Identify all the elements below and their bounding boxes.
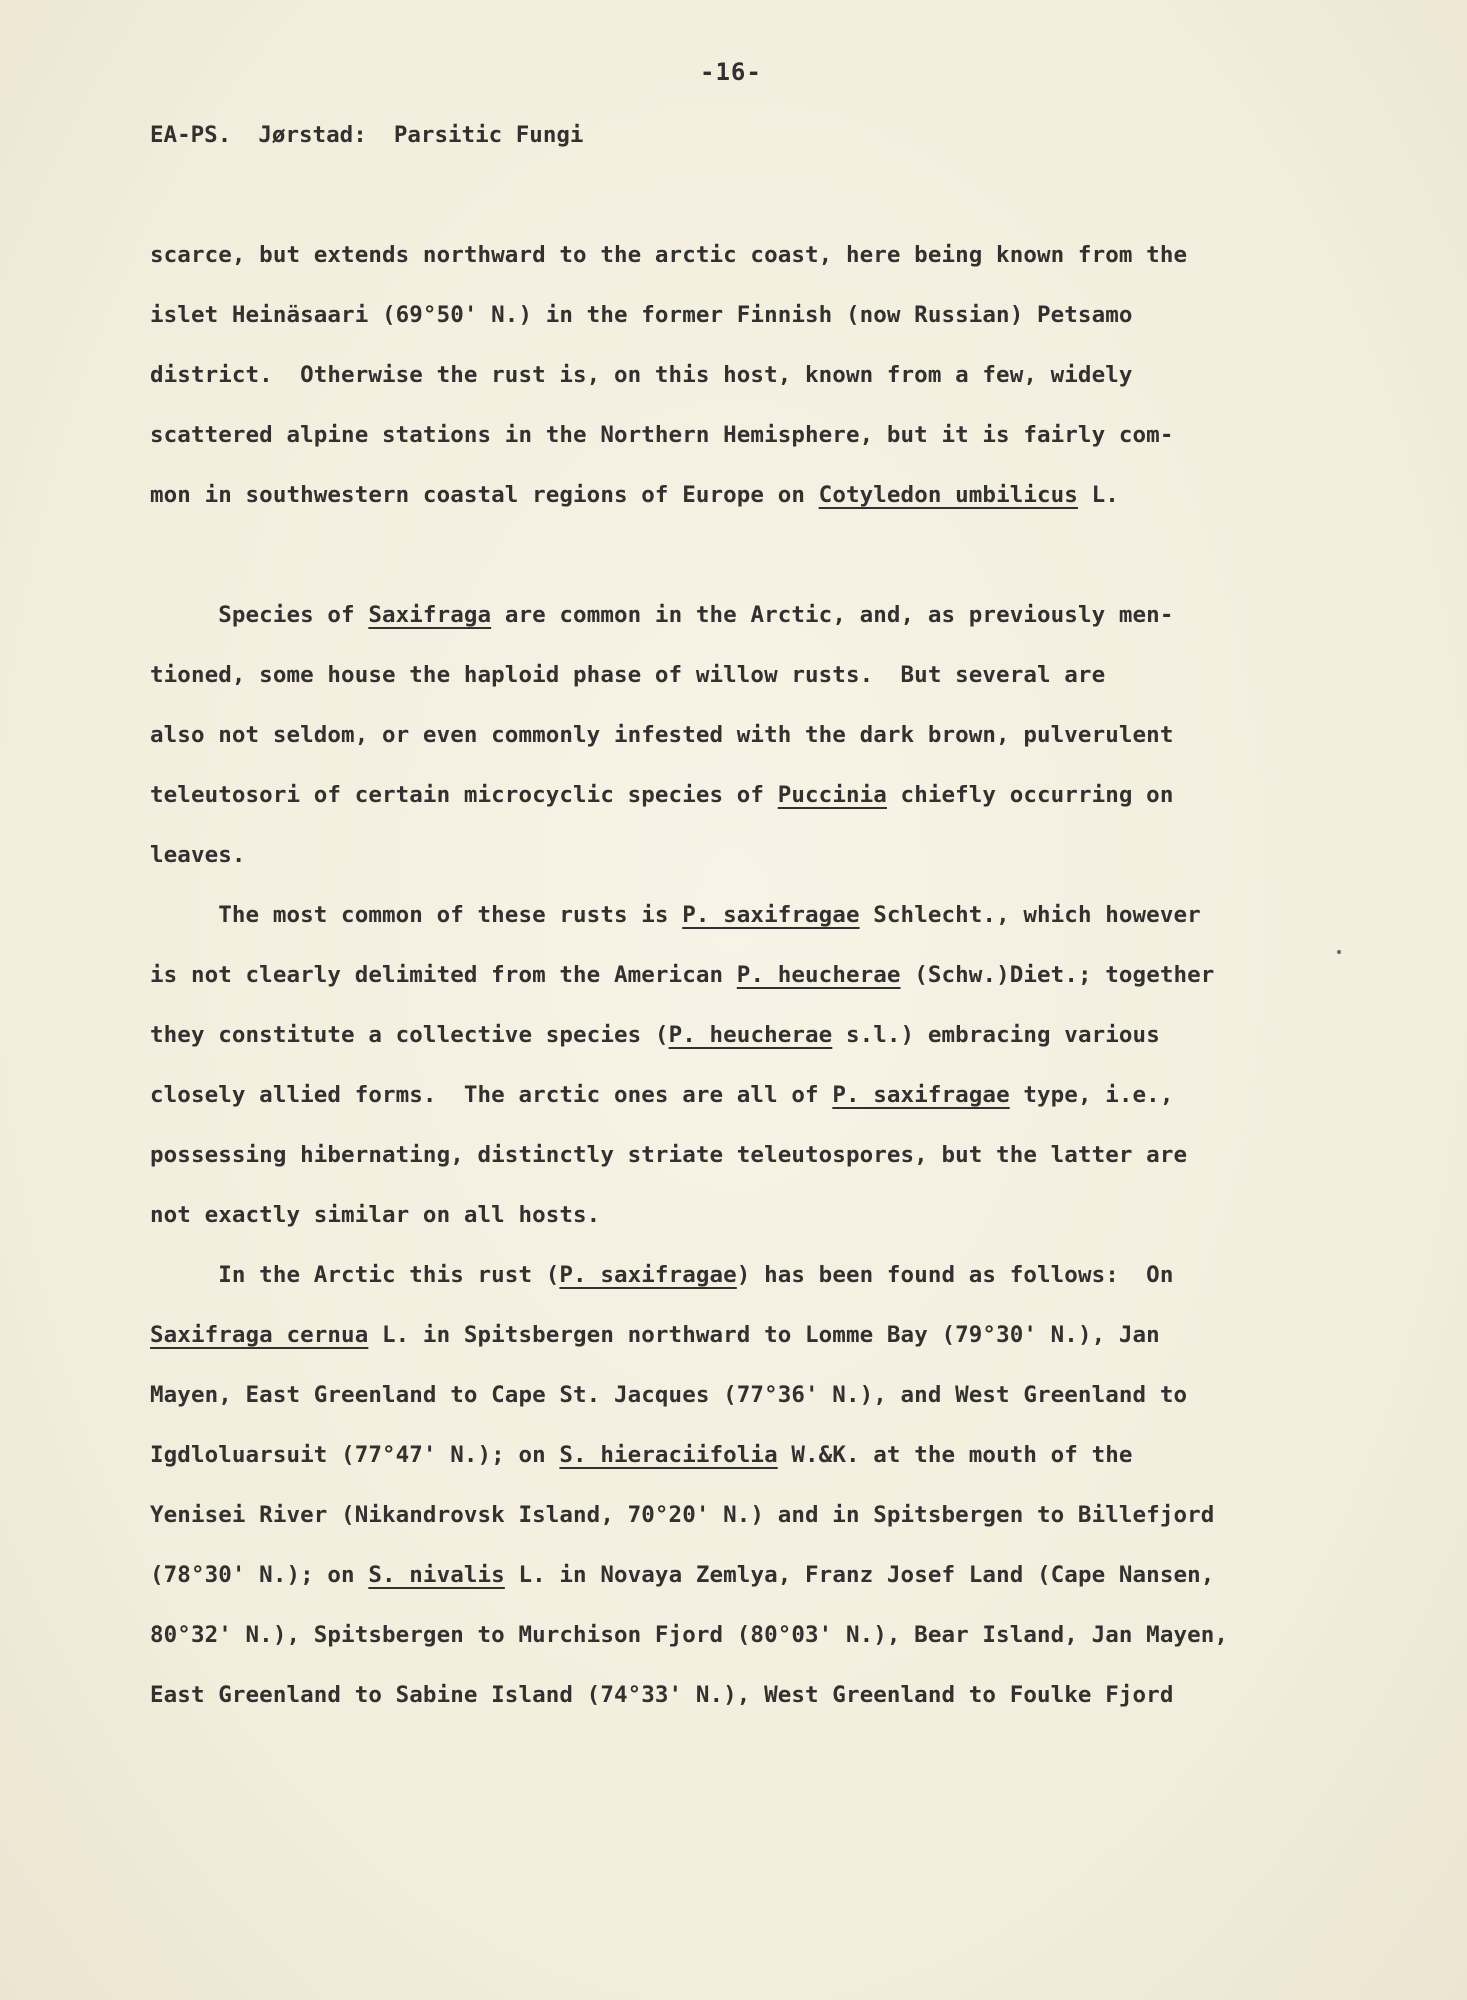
text-line — [150, 422, 1173, 448]
text-run: 80°32' N.), Spitsbergen to Murchison Fjord (80°03' N.), Bear Island, Jan Mayen, — [150, 1622, 1229, 1648]
text-run: leaves. — [150, 842, 246, 868]
text-run: (Schw.)Diet.; together — [900, 962, 1215, 988]
text-run: scarce, but extends northward to the arctic coast, here being known from the — [150, 242, 1188, 268]
text-run: are common in the Arctic, and, as previously men- — [491, 602, 1174, 628]
text-line — [150, 602, 1173, 628]
text-line — [150, 1322, 1160, 1348]
text-run: not exactly similar on all hosts. — [150, 1202, 601, 1228]
underlined-taxon: P. saxifragae — [559, 1262, 737, 1288]
text-run: L. — [1077, 482, 1119, 508]
text-run: Mayen, East Greenland to Cape St. Jacques (77°36' N.), and West Greenland to — [150, 1382, 1188, 1408]
text-line — [150, 1202, 600, 1228]
text-run: s.l.) embracing various — [832, 1022, 1160, 1048]
text-run: type, i.e., — [1009, 1082, 1174, 1108]
underlined-taxon: P. saxifragae — [832, 1082, 1010, 1108]
text-run: they constitute a collective species ( — [150, 1022, 669, 1048]
text-run: islet Heinäsaari (69°50' N.) in the former Finnish (now Russian) Petsamo — [150, 302, 1133, 328]
text-run: also not seldom, or even commonly infested with the dark brown, pulverulent — [150, 722, 1174, 748]
text-line — [150, 1022, 1160, 1048]
text-run: (78°30' N.); on — [150, 1562, 369, 1588]
underlined-taxon: P. heucherae — [668, 1022, 833, 1048]
text-run: Species of — [150, 602, 369, 628]
text-run: Schlecht., which however — [859, 902, 1201, 928]
text-run: In the Arctic this rust ( — [150, 1262, 560, 1288]
text-line — [150, 1502, 1214, 1528]
text-run: L. in Spitsbergen northward to Lomme Bay (79°30' N.), Jan — [368, 1322, 1160, 1348]
text-line — [150, 902, 1201, 928]
text-run: teleutosori of certain microcyclic species of — [150, 782, 778, 808]
text-run: mon in southwestern coastal regions of Europe on — [150, 482, 819, 508]
text-run: possessing hibernating, distinctly striate teleutospores, but the latter are — [150, 1142, 1188, 1168]
text-line — [150, 482, 1119, 508]
text-line — [150, 722, 1173, 748]
text-run: Yenisei River (Nikandrovsk Island, 70°20' N.) and in Spitsbergen to Billefjord — [150, 1502, 1215, 1528]
text-line — [150, 1082, 1173, 1108]
text-run: East Greenland to Sabine Island (74°33' N.), West Greenland to Foulke Fjord — [150, 1682, 1174, 1708]
text-line — [150, 1682, 1173, 1708]
text-line — [150, 1262, 1173, 1288]
underlined-taxon: Puccinia — [777, 782, 887, 808]
text-line — [150, 962, 1214, 988]
underlined-taxon: Cotyledon umbilicus — [818, 482, 1078, 508]
text-line — [150, 842, 246, 868]
text-line — [150, 662, 1105, 688]
underlined-taxon: S. hieraciifolia — [559, 1442, 778, 1468]
page-number: -16- — [700, 58, 762, 86]
text-line — [150, 362, 1133, 388]
underlined-taxon: P. heucherae — [736, 962, 901, 988]
text-run: ) has been found as follows: On — [736, 1262, 1174, 1288]
underlined-taxon: Saxifraga cernua — [150, 1322, 369, 1348]
text-run: W.&K. at the mouth of the — [777, 1442, 1133, 1468]
text-line — [150, 1142, 1187, 1168]
text-run: tioned, some house the haploid phase of willow rusts. But several are — [150, 662, 1106, 688]
text-run: closely allied forms. The arctic ones are all of — [150, 1082, 833, 1108]
text-line — [150, 242, 1187, 268]
text-line — [150, 1562, 1214, 1588]
text-run: L. in Novaya Zemlya, Franz Josef Land (Cape Nansen, — [504, 1562, 1215, 1588]
underlined-taxon: P. saxifragae — [682, 902, 860, 928]
text-run: Igdloluarsuit (77°47' N.); on — [150, 1442, 560, 1468]
text-line — [150, 1442, 1133, 1468]
text-run: scattered alpine stations in the Northern Hemisphere, but it is fairly com- — [150, 422, 1174, 448]
underlined-taxon: S. nivalis — [368, 1562, 505, 1588]
text-run: is not clearly delimited from the American — [150, 962, 737, 988]
text-line — [150, 1622, 1228, 1648]
text-line — [150, 1382, 1187, 1408]
underlined-taxon: Saxifraga — [368, 602, 492, 628]
text-run: The most common of these rusts is — [150, 902, 683, 928]
text-line — [150, 302, 1133, 328]
text-line — [150, 782, 1173, 808]
text-run: chiefly occurring on — [886, 782, 1174, 808]
running-head: EA-PS. Jørstad: Parsitic Fungi — [150, 122, 584, 148]
text-run: district. Otherwise the rust is, on this host, known from a few, widely — [150, 362, 1133, 388]
paper-speck — [1337, 950, 1341, 954]
